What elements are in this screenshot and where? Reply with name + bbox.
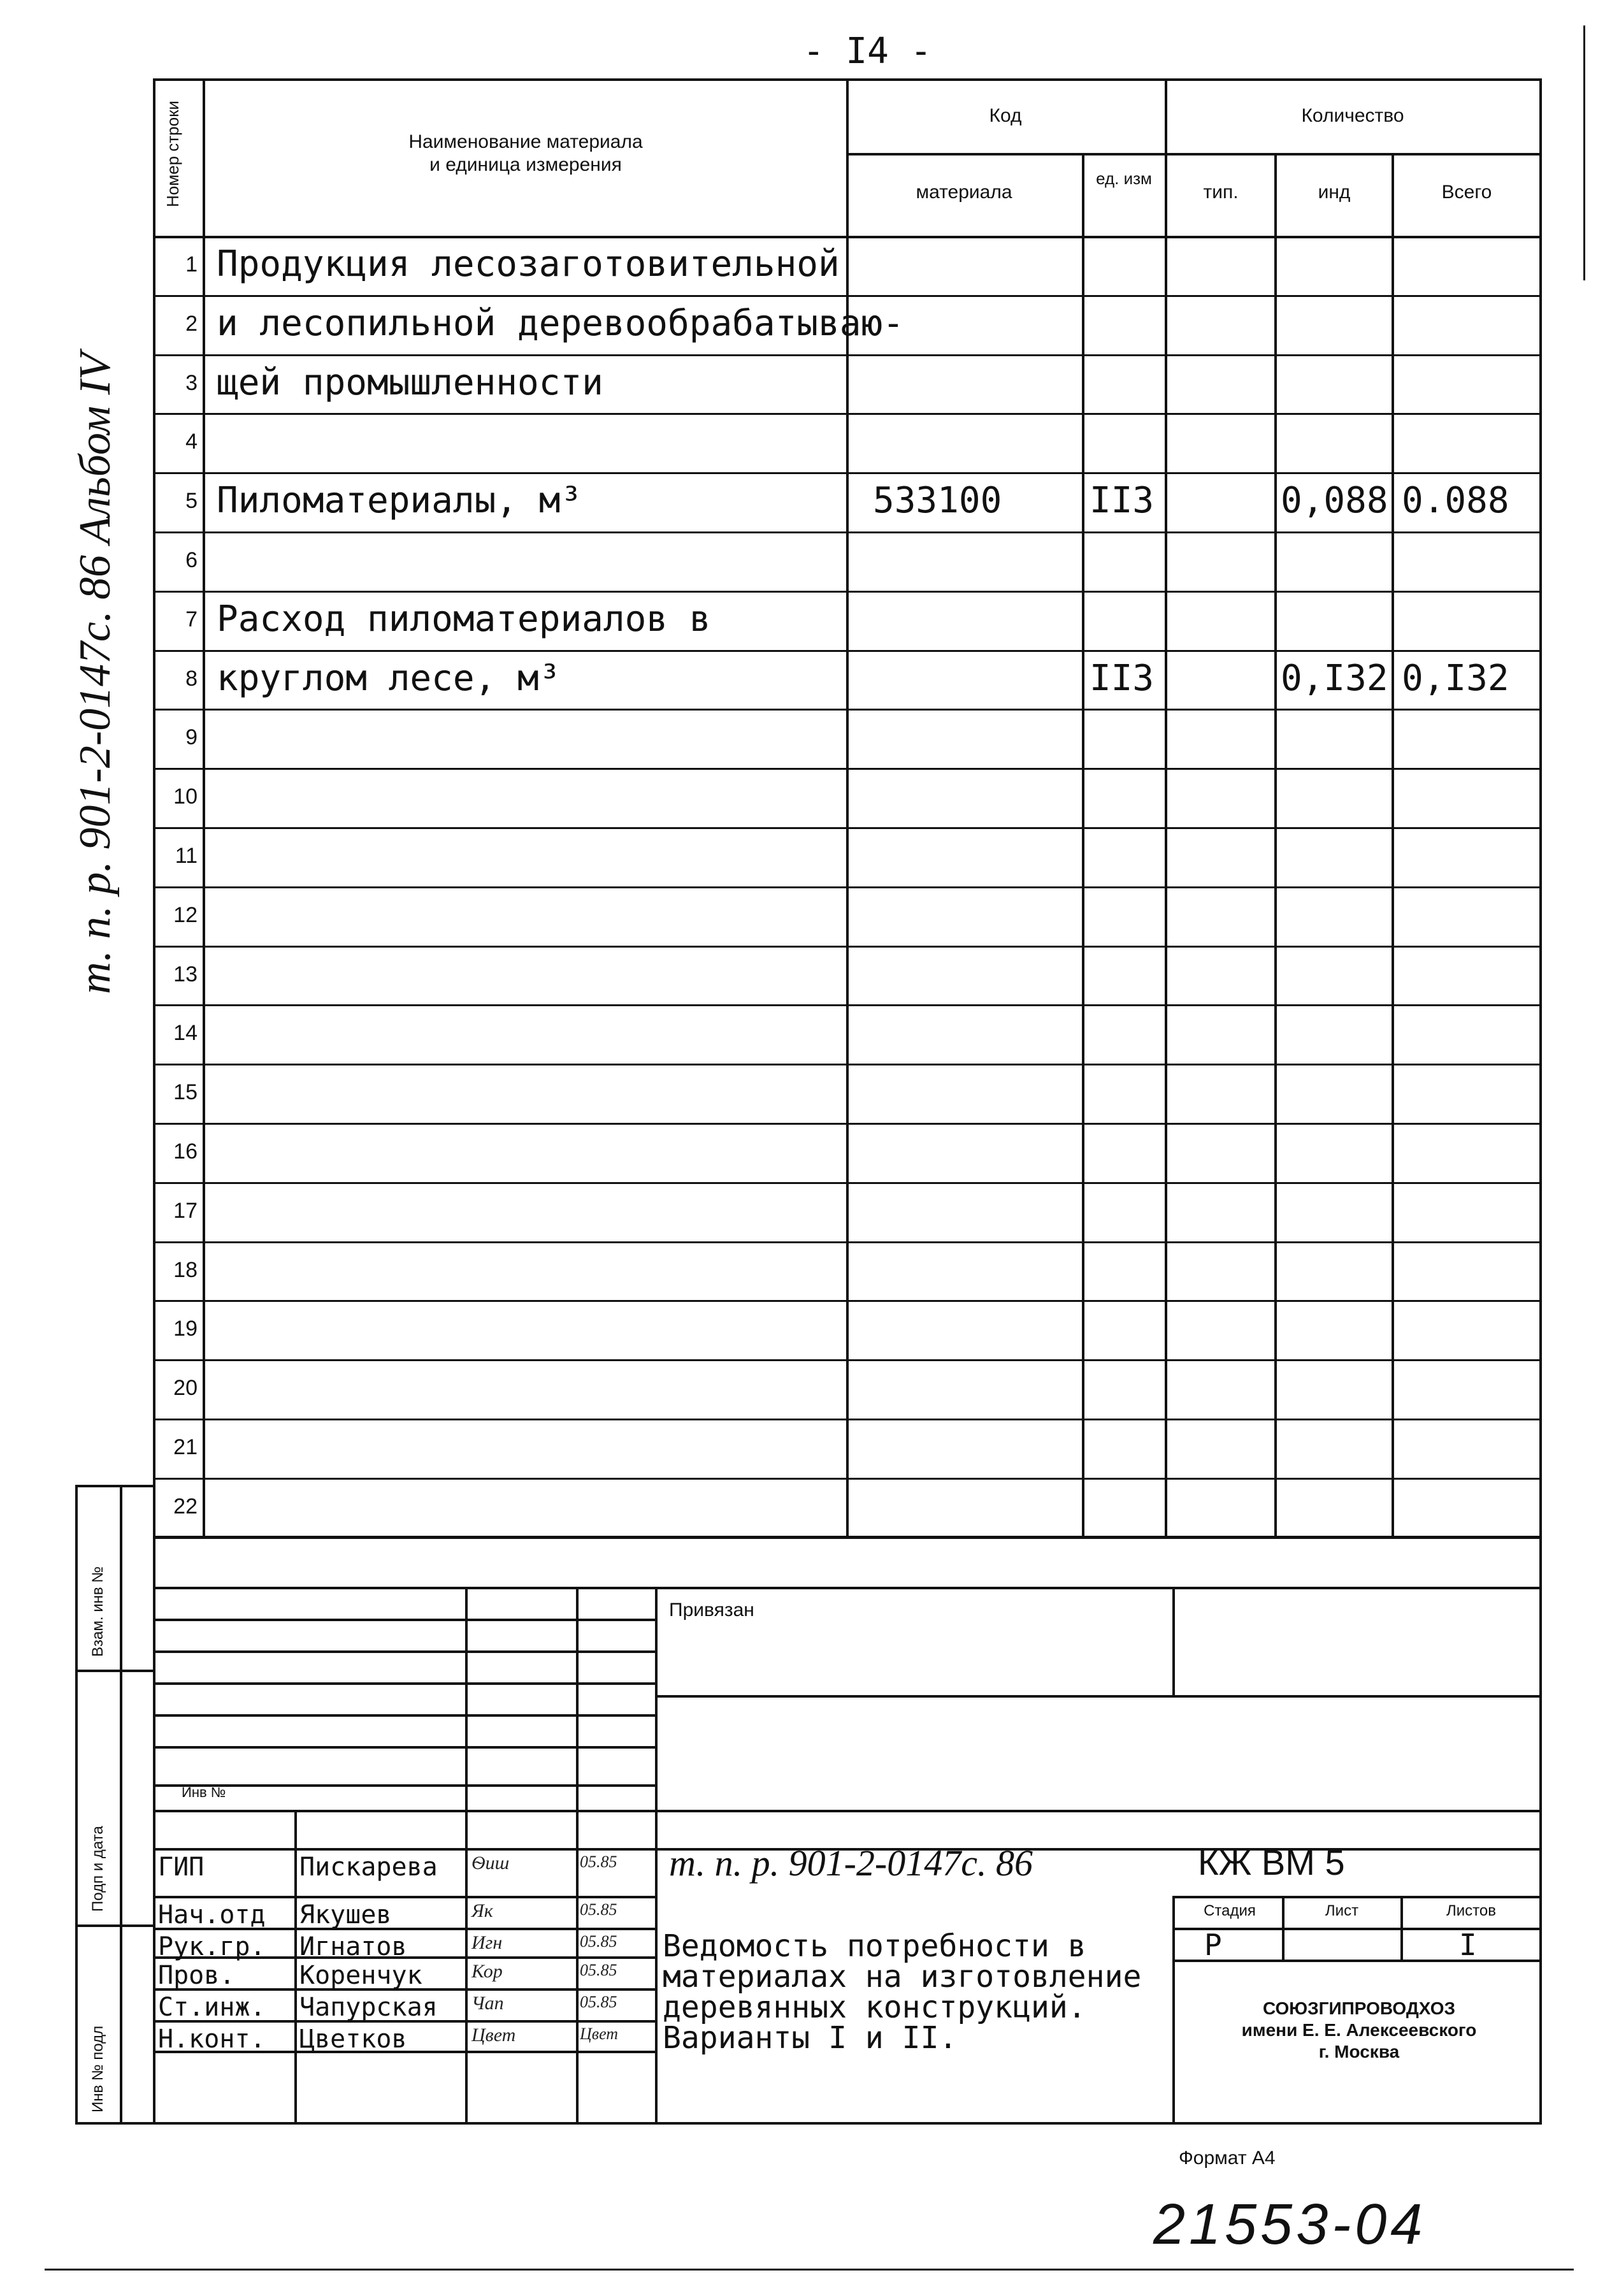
quantity-total: 0.088 — [1402, 480, 1509, 522]
material-code: 533100 — [873, 480, 1002, 522]
material-name: и лесопильной деревообрабатываю- — [217, 302, 904, 344]
sheets-value: I — [1459, 1928, 1477, 1962]
row-number: 2 — [185, 311, 198, 336]
page-number: - I4 - — [803, 31, 932, 72]
person-name: Пискарева — [299, 1852, 438, 1882]
sheet-code: КЖ ВМ 5 — [1198, 1842, 1345, 1882]
header-code-unit: ед. изм — [1096, 169, 1152, 188]
row-number: 12 — [173, 902, 198, 927]
header-q-ind: инд — [1318, 182, 1351, 203]
doc-code: т. п. р. 901-2-0147с. 86 — [669, 1842, 1033, 1884]
role-label: Ст.инж. — [158, 1993, 266, 2022]
row-number: 19 — [173, 1317, 198, 1341]
material-name: Расход пиломатериалов в — [217, 598, 711, 640]
archive-number: 21553-04 — [1153, 2193, 1427, 2256]
signature: Як — [471, 1900, 493, 1921]
unit-code: II3 — [1090, 480, 1155, 522]
row-number: 10 — [173, 784, 198, 809]
role-label: Нач.отд — [158, 1900, 266, 1930]
row-number: 22 — [173, 1494, 198, 1519]
row-number: 3 — [185, 370, 198, 395]
signature: Кор — [471, 1961, 503, 1982]
stage-label: Стадия — [1204, 1902, 1256, 1919]
row-number: 9 — [185, 725, 198, 750]
sheets-label: Листов — [1446, 1902, 1496, 1919]
row-number: 8 — [185, 666, 198, 691]
header-code-material: материала — [916, 182, 1012, 203]
organization: СОЮЗГИПРОВОДХОЗ имени Е. Е. Алексеевского г. Москва — [1241, 1998, 1477, 2061]
row-number: 7 — [185, 607, 198, 632]
material-name: Пиломатериалы, м³ — [217, 480, 582, 522]
row-number: 14 — [173, 1021, 198, 1046]
person-name: Игнатов — [299, 1932, 407, 1961]
row-number: 15 — [173, 1080, 198, 1105]
row-number: 13 — [173, 962, 198, 986]
material-name: круглом лесе, м³ — [217, 657, 561, 699]
role-label: ГИП — [158, 1852, 205, 1882]
side-document-label: т. п. р. 901-2-0147с. 86 Альбом IV — [71, 352, 120, 994]
row-number: 11 — [175, 844, 198, 868]
header-row-number: Номер строки — [163, 101, 182, 207]
inv-no-label: Инв № — [182, 1784, 226, 1800]
quantity-ind: 0,088 — [1281, 480, 1388, 522]
stage-value: Р — [1204, 1928, 1222, 1962]
row-number: 17 — [173, 1198, 198, 1223]
sign-date: 05.85 — [580, 1852, 617, 1871]
role-label: Н.конт. — [158, 2025, 266, 2054]
header-q-type: тип. — [1203, 182, 1239, 203]
quantity-total: 0,I32 — [1402, 657, 1509, 699]
row-number: 1 — [185, 252, 198, 277]
header-quantity: Количество — [1301, 105, 1404, 126]
description: Ведомость потребности в материалах на изготовление деревянных конструкций. Варианты I и II. — [663, 1928, 1142, 2056]
signature: Цвет — [471, 2025, 516, 2046]
signature: Игн — [471, 1932, 503, 1953]
person-name: Якушев — [299, 1900, 392, 1930]
sign-date: 05.85 — [580, 1961, 617, 1979]
material-name: щей промышленности — [217, 361, 603, 403]
sign-date: 05.85 — [580, 1993, 617, 2011]
row-number: 6 — [185, 548, 198, 572]
stamp-podp-data: Подп и дата — [89, 1826, 106, 1912]
stamp-vzam-inv: Взам. инв № — [89, 1566, 106, 1657]
person-name: Чапурская — [299, 1993, 438, 2022]
row-number: 18 — [173, 1257, 198, 1282]
quantity-ind: 0,I32 — [1281, 657, 1388, 699]
header-code: Код — [989, 105, 1022, 126]
row-number: 4 — [185, 430, 198, 454]
format-label: Формат А4 — [1179, 2148, 1276, 2169]
header-name: Наименование материала и единица измерения — [408, 131, 643, 175]
person-name: Коренчук — [299, 1961, 422, 1990]
material-name: Продукция лесозаготовительной — [217, 243, 840, 285]
sign-date: Цвет — [580, 2025, 619, 2043]
role-label: Рук.гр. — [158, 1932, 266, 1961]
sign-date: 05.85 — [580, 1900, 617, 1919]
row-number: 5 — [185, 489, 198, 514]
privyazan-label: Привязан — [669, 1599, 754, 1621]
sign-date: 05.85 — [580, 1932, 617, 1951]
role-label: Пров. — [158, 1961, 235, 1990]
signature: Ѳиш — [471, 1852, 510, 1874]
unit-code: II3 — [1090, 657, 1155, 699]
row-number: 20 — [173, 1376, 198, 1401]
header-q-total: Всего — [1441, 182, 1492, 203]
person-name: Цветков — [299, 2025, 407, 2054]
row-number: 16 — [173, 1139, 198, 1164]
stamp-inv-podl: Инв № подл — [89, 2025, 106, 2112]
row-number: 21 — [173, 1435, 198, 1459]
signature: Чап — [471, 1993, 504, 2014]
sheet-label: Лист — [1325, 1902, 1359, 1919]
